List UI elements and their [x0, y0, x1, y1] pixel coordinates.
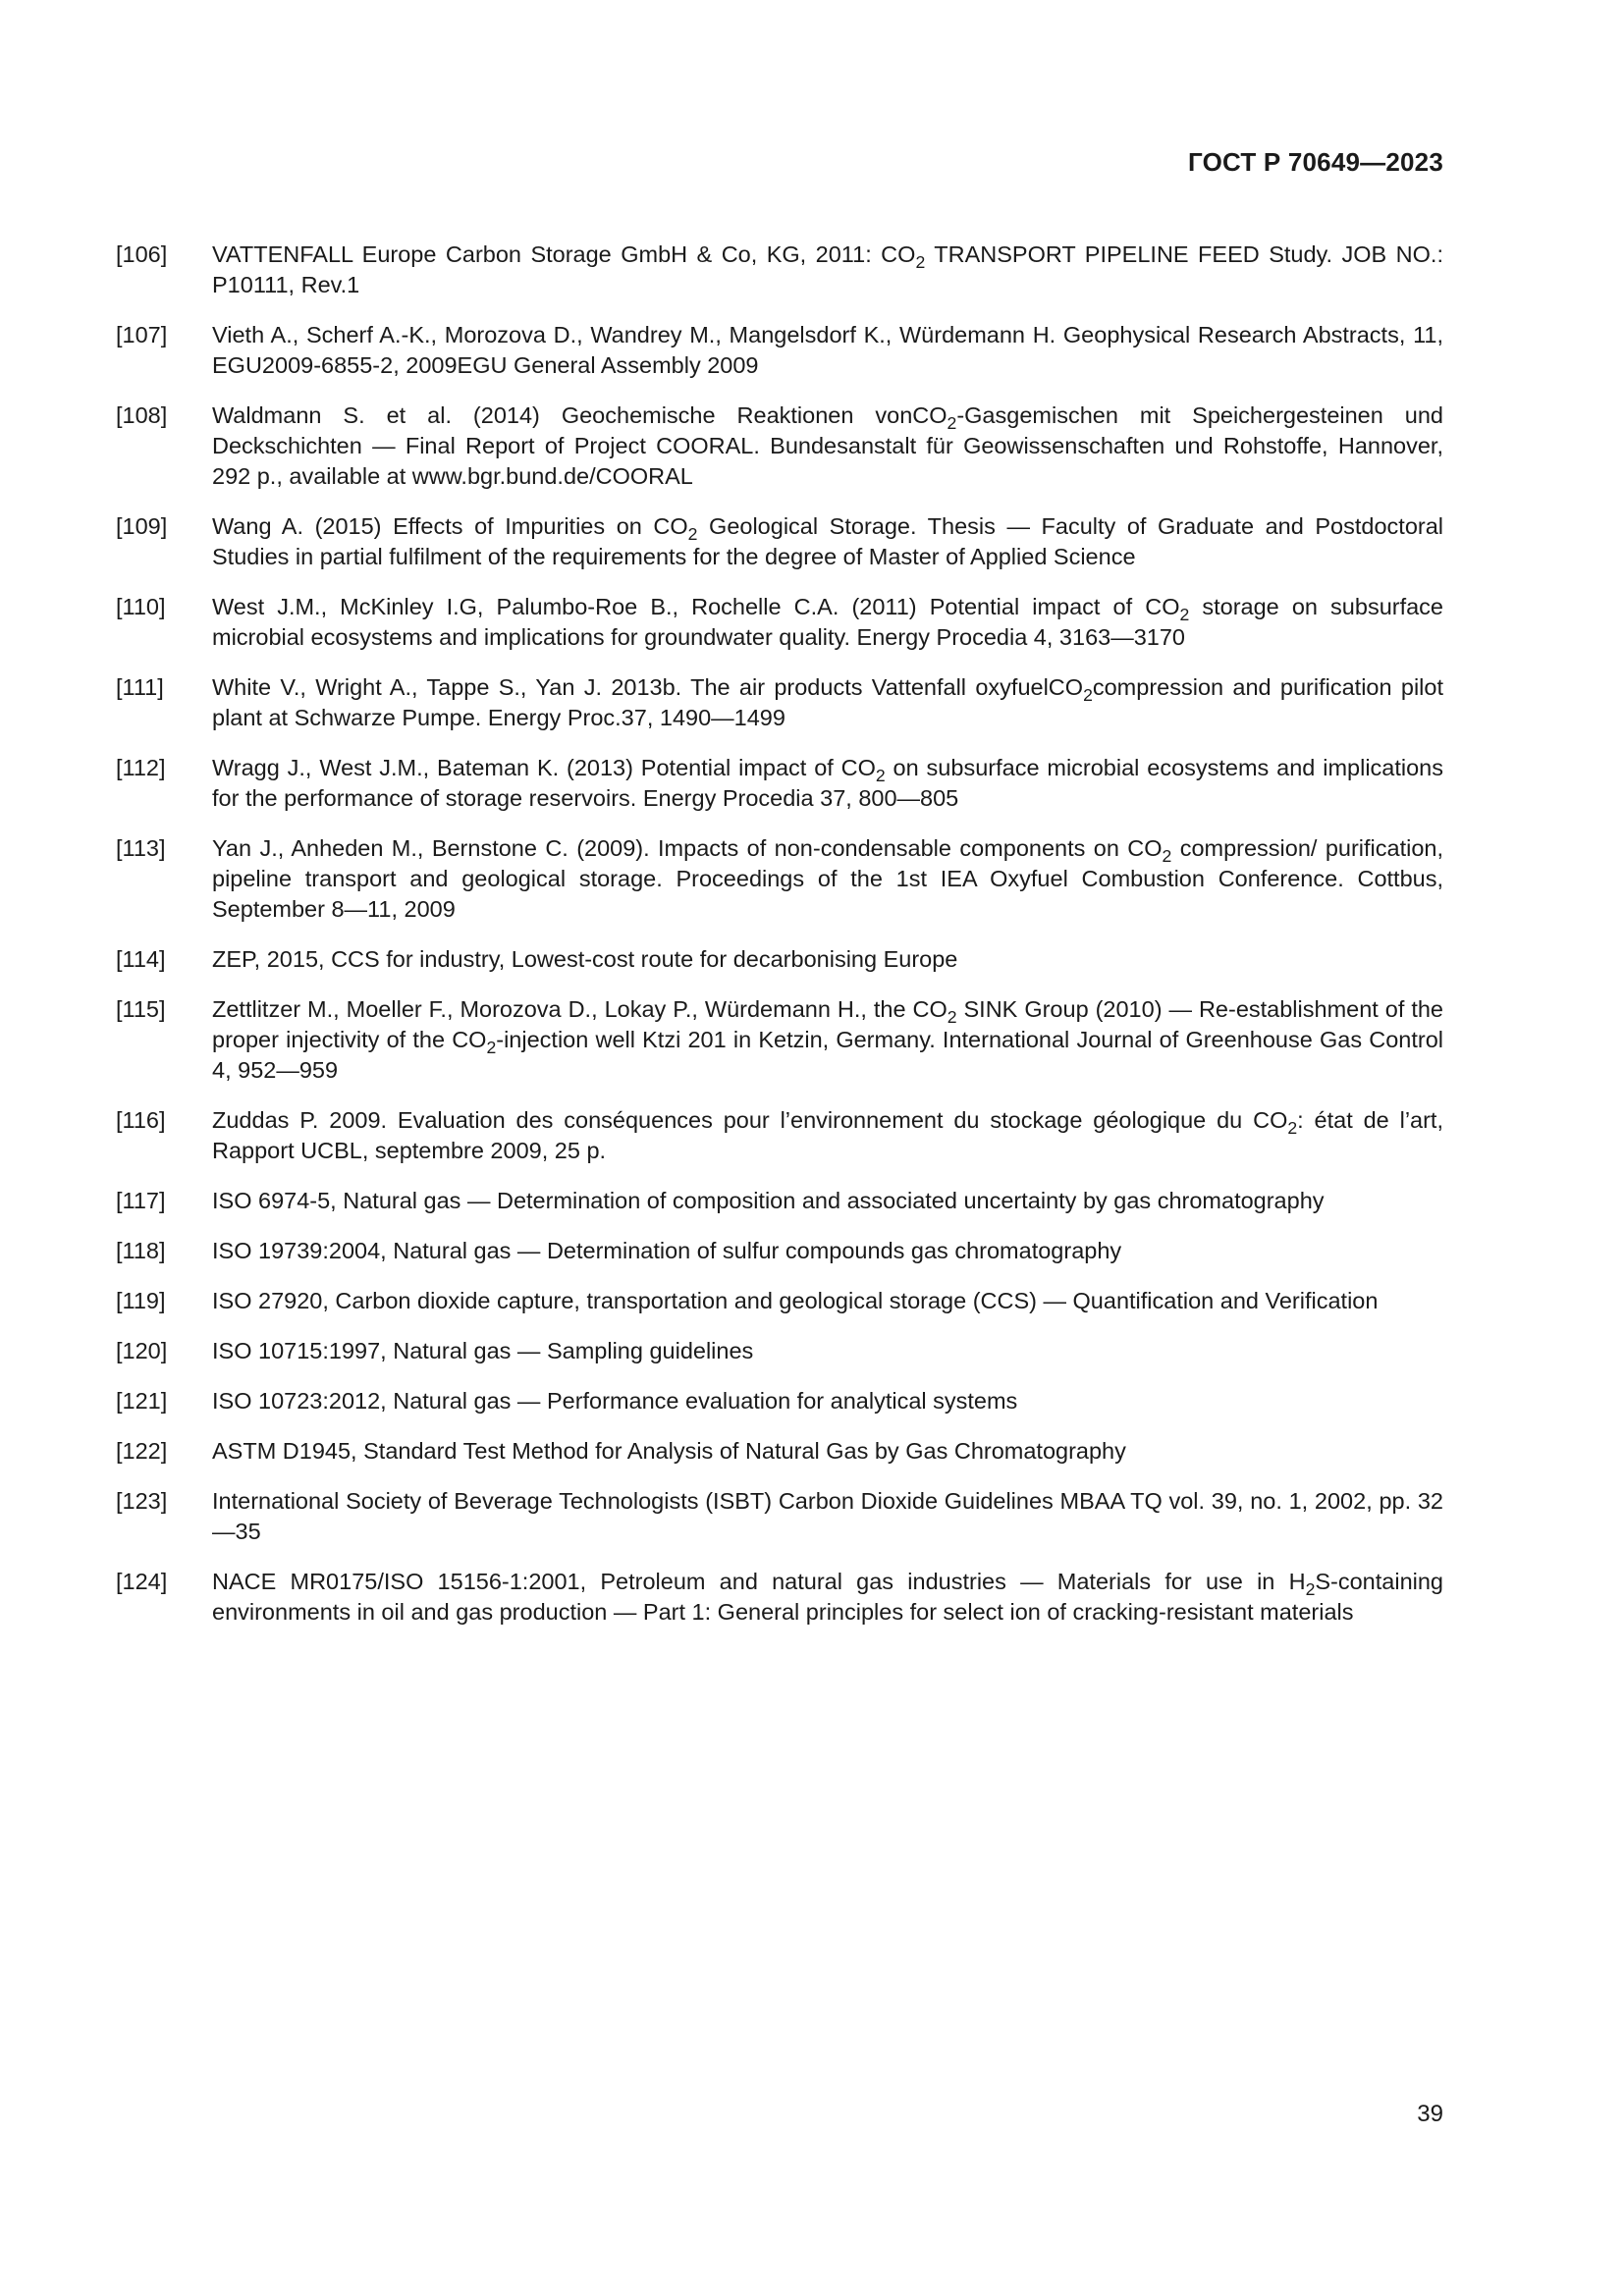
reference-item — [116, 1186, 1443, 1216]
reference-number: [109] — [116, 513, 168, 539]
reference-text — [212, 994, 1450, 1086]
page-number: 39 — [1417, 2101, 1443, 2127]
reference-text-segment: Zettlitzer M., Moeller F., Morozova D., Lokay P., Würdemann H., the CO — [212, 996, 947, 1022]
subscript: 2 — [1305, 1579, 1316, 1600]
reference-text-segment: NACE MR0175/ISO 15156-1:2001, Petroleum and natural gas industries — Materials for use in H — [212, 1569, 1306, 1594]
reference-text-segment: ZEP, 2015, CCS for industry, Lowest-cost route for decarbonising Europe — [212, 946, 958, 972]
reference-text-segment: White V., Wright A., Tappe S., Yan J. 2013b. The air products Vattenfall oxyfuelCO — [212, 674, 1084, 700]
reference-text-segment: S-containing environments in oil and gas production — Part 1: General principles for select ion of cracking-resistant materials — [212, 1569, 1450, 1625]
reference-number: [110] — [116, 594, 166, 619]
reference-item — [116, 240, 1450, 300]
reference-item — [116, 1486, 1443, 1547]
reference-text-segment: on subsurface microbial ecosystems and implications for the performance of storage reservoirs. Energy Procedia 37, 800—805 — [212, 755, 1450, 811]
reference-text-segment: Vieth A., Scherf A.-K., Morozova D., Wandrey M., Mangelsdorf K., Würdemann H. Geophysical Research Abstracts, 11, EGU2009-6855-2, 2009EGU General Assembly 2009 — [212, 322, 1450, 378]
reference-text-segment: Wragg J., West J.M., Bateman K. (2013) Potential impact of CO — [212, 755, 876, 780]
reference-item — [116, 833, 1450, 925]
subscript: 2 — [1162, 846, 1172, 867]
reference-text-segment: storage on subsurface microbial ecosystems and implications for groundwater quality. Energy Procedia 4, 3163—3170 — [212, 594, 1450, 650]
reference-number: [108] — [116, 402, 168, 428]
reference-item — [116, 592, 1450, 653]
reference-text — [212, 240, 1450, 300]
reference-text-segment: Waldmann S. et al. (2014) Geochemische Reaktionen vonCO — [212, 402, 947, 428]
reference-text-segment: ASTM D1945, Standard Test Method for Analysis of Natural Gas by Gas Chromatography — [212, 1438, 1126, 1464]
reference-item — [116, 753, 1450, 814]
reference-text-segment: ISO 27920, Carbon dioxide capture, transportation and geological storage (CCS) — Quantification and Verification — [212, 1288, 1379, 1313]
reference-item — [116, 944, 1443, 975]
subscript: 2 — [915, 252, 926, 273]
reference-text — [212, 753, 1450, 814]
reference-item — [116, 994, 1450, 1086]
reference-text-segment: ISO 19739:2004, Natural gas — Determination of sulfur compounds gas chromatography — [212, 1238, 1122, 1263]
reference-text — [212, 1486, 1443, 1547]
reference-number: [106] — [116, 241, 168, 267]
reference-number: [117] — [116, 1188, 166, 1213]
reference-item — [116, 511, 1450, 572]
subscript: 2 — [875, 766, 886, 786]
subscript: 2 — [486, 1038, 497, 1058]
subscript: 2 — [947, 1007, 957, 1028]
subscript: 2 — [1179, 605, 1190, 625]
reference-text-segment: Zuddas P. 2009. Evaluation des conséquences pour l’environnement du stockage géologique du CO — [212, 1107, 1288, 1133]
reference-text — [212, 944, 1443, 975]
reference-number: [123] — [116, 1488, 168, 1514]
reference-number: [116] — [116, 1107, 166, 1133]
reference-item — [116, 1386, 1443, 1416]
reference-number: [118] — [116, 1238, 166, 1263]
reference-item — [116, 672, 1450, 733]
reference-item — [116, 1236, 1443, 1266]
reference-number: [107] — [116, 322, 168, 347]
reference-text-segment: compression/ purification, pipeline transport and geological storage. Proceedings of the 1st IEA Oxyfuel Combustion Conference. Cottbus, September 8—11, 2009 — [212, 835, 1450, 922]
reference-item — [116, 1436, 1443, 1467]
reference-text — [212, 1386, 1443, 1416]
reference-text — [212, 672, 1450, 733]
subscript: 2 — [1287, 1118, 1298, 1139]
reference-text-segment: ISO 6974-5, Natural gas — Determination of composition and associated uncertainty by gas chromatography — [212, 1188, 1325, 1213]
reference-text — [212, 400, 1450, 492]
reference-text — [212, 1336, 1443, 1366]
reference-number: [122] — [116, 1438, 168, 1464]
reference-text-segment: SINK Group (2010) — Re-establishment of the proper injectivity of the CO — [212, 996, 1450, 1052]
reference-text-segment: Wang A. (2015) Effects of Impurities on CO — [212, 513, 688, 539]
reference-text-segment: International Society of Beverage Technologists (ISBT) Carbon Dioxide Guidelines MBAA TQ vol. 39, no. 1, 2002, pp. 32—35 — [212, 1488, 1443, 1544]
reference-number: [113] — [116, 835, 166, 861]
reference-text-segment: compression and purification pilot plant at Schwarze Pumpe. Energy Proc.37, 1490—1499 — [212, 674, 1450, 730]
reference-text-segment: VATTENFALL Europe Carbon Storage GmbH & Co, KG, 2011: CO — [212, 241, 916, 267]
reference-text-segment: Yan J., Anheden M., Bernstone C. (2009). Impacts of non-condensable components on CO — [212, 835, 1163, 861]
reference-text — [212, 1105, 1450, 1166]
reference-text-segment: TRANSPORT PIPELINE FEED Study. JOB NO.: P10111, Rev.1 — [212, 241, 1450, 297]
reference-item — [116, 1286, 1443, 1316]
reference-text — [212, 1286, 1443, 1316]
reference-text — [212, 592, 1450, 653]
reference-number: [120] — [116, 1338, 168, 1363]
reference-text-segment: -injection well Ktzi 201 in Ketzin, Germany. International Journal of Greenhouse Gas Control 4, 952—959 — [212, 1027, 1450, 1083]
reference-item — [116, 1336, 1443, 1366]
reference-text-segment: ISO 10715:1997, Natural gas — Sampling guidelines — [212, 1338, 754, 1363]
reference-text — [212, 1186, 1443, 1216]
reference-number: [124] — [116, 1569, 168, 1594]
reference-list — [116, 240, 1450, 1647]
subscript: 2 — [947, 413, 957, 434]
subscript: 2 — [687, 524, 698, 545]
reference-text — [212, 1436, 1443, 1467]
subscript: 2 — [1083, 685, 1093, 706]
reference-text — [212, 320, 1450, 381]
reference-number: [111] — [116, 674, 164, 700]
reference-item — [116, 1105, 1450, 1166]
reference-number: [115] — [116, 996, 166, 1022]
reference-text-segment: ISO 10723:2012, Natural gas — Performance evaluation for analytical systems — [212, 1388, 1018, 1414]
reference-text — [212, 511, 1450, 572]
page-header-standard-id: ГОСТ Р 70649—2023 — [1188, 147, 1443, 177]
reference-text — [212, 1567, 1450, 1628]
reference-number: [112] — [116, 755, 166, 780]
reference-number: [121] — [116, 1388, 168, 1414]
reference-item — [116, 320, 1450, 381]
reference-text-segment: -Gasgemischen mit Speichergesteinen und Deckschichten — Final Report of Project COORAL. Bundesanstalt für Geowissenschaften und Rohstoffe, Hannover, 292 p., available at www.bgr.bund.de/COORAL — [212, 402, 1450, 489]
reference-text-segment: Geological Storage. Thesis — Faculty of Graduate and Postdoctoral Studies in partial fulfilment of the requirements for the degree of Master of Applied Science — [212, 513, 1450, 569]
reference-number: [114] — [116, 946, 166, 972]
reference-text-segment: : état de l’art, Rapport UCBL, septembre 2009, 25 p. — [212, 1107, 1450, 1163]
reference-number: [119] — [116, 1288, 166, 1313]
reference-text — [212, 1236, 1443, 1266]
reference-item — [116, 1567, 1450, 1628]
reference-text-segment: West J.M., McKinley I.G, Palumbo-Roe B., Rochelle C.A. (2011) Potential impact of CO — [212, 594, 1180, 619]
reference-text — [212, 833, 1450, 925]
reference-item — [116, 400, 1450, 492]
